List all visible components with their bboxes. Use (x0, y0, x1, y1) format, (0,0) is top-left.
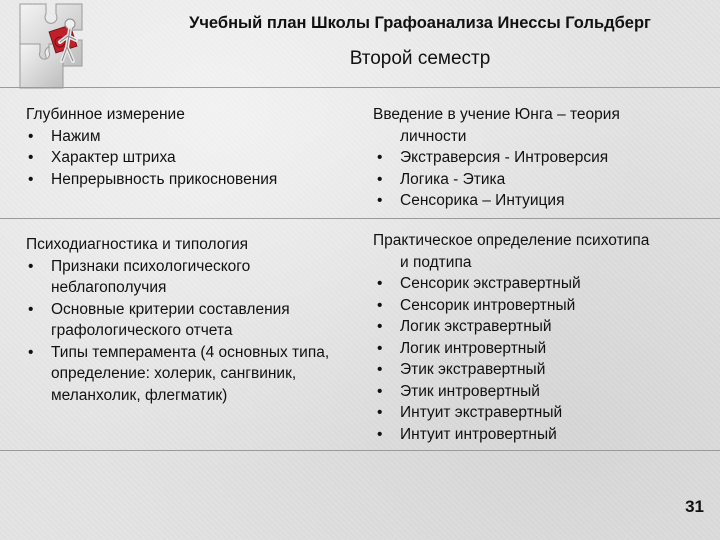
list-item: • Интуит интровертный (373, 424, 683, 446)
list-item: • Типы темперамента (4 основных типа, определение: холерик, сангвиник, меланхолик, флегматик) (28, 343, 330, 404)
block-psychodiagnostics (24, 234, 344, 406)
bullet-icon: • (28, 257, 34, 275)
divider (0, 450, 720, 451)
divider (0, 87, 720, 88)
bullet-icon: • (377, 339, 383, 357)
bullet-icon: • (377, 275, 383, 292)
bullet-icon: • (377, 170, 383, 188)
block-practical-typing (373, 230, 683, 445)
puzzle-figure-icon (6, 0, 102, 96)
bullet-icon: • (377, 361, 383, 378)
list-item: • Основные критерии составления графологического отчета (28, 300, 290, 339)
list-item: • Этик интровертный (373, 381, 683, 403)
list-item: • Логик интровертный (373, 338, 683, 360)
bullet-icon: • (28, 300, 34, 318)
bullet-icon: • (377, 149, 383, 166)
bullet-list (24, 126, 344, 191)
list-item: • Сенсорик экстравертный (373, 273, 683, 295)
list-item: • Логика - Этика (373, 169, 683, 191)
bullet-icon: • (377, 192, 383, 209)
block-depth-measurement (24, 104, 344, 190)
block-heading: Практическое определение психотипа и подтипа (373, 232, 650, 271)
list-item: • Сенсорика – Интуиция (373, 190, 683, 212)
bullet-list (373, 273, 683, 445)
list-item: • Сенсорик интровертный (373, 295, 683, 317)
page-subtitle: Второй семестр (349, 48, 491, 69)
list-item: • Признаки психологического неблагополучия (28, 257, 251, 296)
bullet-icon: • (377, 382, 383, 400)
block-heading: Введение в учение Юнга – теория личности (373, 106, 620, 145)
bullet-icon: • (377, 318, 383, 335)
block-heading: Глубинное измерение (26, 106, 185, 123)
list-item: • Нажим (24, 126, 344, 148)
list-item: • Интуит экстравертный (373, 402, 683, 424)
list-item: • Логик экстравертный (373, 316, 683, 338)
divider (0, 218, 720, 219)
bullet-icon: • (28, 343, 34, 361)
slide-header (0, 0, 720, 100)
list-item: • Непрерывность прикосновения (24, 169, 344, 191)
list-item: • Этик экстравертный (373, 359, 683, 381)
bullet-list (24, 256, 344, 407)
block-jung-intro (373, 104, 683, 212)
list-item: • Характер штриха (24, 147, 344, 169)
block-heading: Психодиагностика и типология (26, 236, 249, 253)
list-item: • Экстраверсия - Интроверсия (373, 147, 683, 169)
page-title: Учебный план Школы Графоанализа Инессы Гольдберг (189, 14, 651, 32)
bullet-icon: • (28, 170, 34, 188)
page-number: 31 (685, 497, 704, 516)
bullet-icon: • (377, 404, 383, 421)
bullet-icon: • (28, 149, 34, 166)
bullet-icon: • (28, 127, 34, 145)
bullet-icon: • (377, 425, 383, 443)
bullet-list (373, 147, 683, 212)
bullet-icon: • (377, 296, 383, 314)
